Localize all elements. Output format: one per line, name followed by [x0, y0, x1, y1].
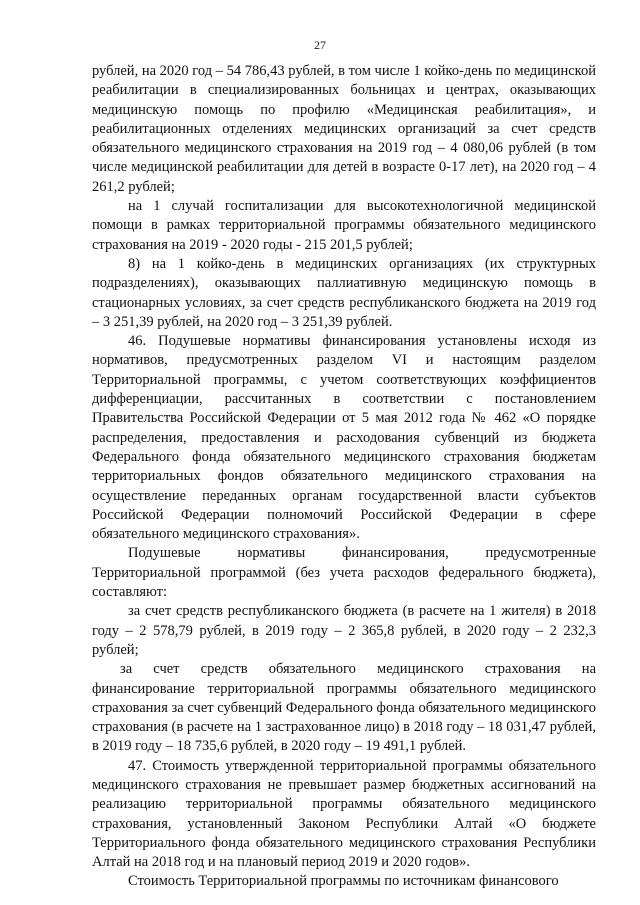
paragraph: 8) на 1 койко-день в медицинских организациях (их структурных подразделениях), оказывающих паллиативную медицинскую помощь в стационарных условиях, за счет средств республиканского бюджета на 2019 год – 3 251,39 рублей, на 2020 год – 3 251,39 рублей. [92, 255, 596, 330]
paragraph: рублей, на 2020 год – 54 786,43 рублей, в том числе 1 койко-день по медицинской реабилитации в специализированных больницах и центрах, оказывающих медицинскую помощь по профилю «Медицинская реабилитация», и реабилитационных отделениях медицинских организаций за счет средств обязательного медицинского страхования на 2019 год – 4 080,06 рублей (в том числе медицинской реабилитации для детей в возрасте 0-17 лет), на 2020 год – 4 261,2 рублей; [92, 63, 596, 195]
paragraph: Подушевые нормативы финансирования, предусмотренные Территориальной программой (без учета расходов федерального бюджета), составляют: [92, 545, 596, 601]
paragraph: на 1 случай госпитализации для высокотехнологичной медицинской помощи в рамках территориальной программы обязательного медицинского страхования на 2019 - 2020 годы - 215 201,5 рублей; [92, 198, 596, 253]
document-body [92, 62, 596, 892]
paragraph: за счет средств республиканского бюджета (в расчете на 1 жителя) в 2018 году – 2 578,79 рублей, в 2019 году – 2 365,8 рублей, в 2020 году – 2 232,3 рублей; [92, 603, 596, 658]
paragraph: 47. Стоимость утвержденной территориальной программы обязательного медицинского страхования не превышает размер бюджетных ассигнований на реализацию территориальной программы обязательного медицинского страхования, установленный Законом Республики Алтай «О бюджете Территориального фонда обязательного медицинского страхования Республики Алтай на 2018 год и на плановый период 2019 и 2020 годов». [92, 757, 596, 871]
page-number: 27 [314, 38, 326, 52]
paragraph: за счет средств обязательного медицинского страхования на финансирование территориальной программы обязательного медицинского страхования за счет субвенций Федерального фонда обязательного медицинского страхования (в расчете на 1 застрахованное лицо) в 2018 году – 18 031,47 рублей, в 2019 году – 18 735,6 рублей, в 2020 году – 19 491,1 рублей. [92, 661, 596, 755]
paragraph: Стоимость Территориальной программы по источникам финансового [128, 873, 559, 890]
paragraph: 46. Подушевые нормативы финансирования установлены исходя из нормативов, предусмотренных разделом VI и настоящим разделом Территориальной программы, с учетом соответствующих коэффициентов дифференциации, рассчитанных в соответствии с постановлением Правительства Российской Федерации от 5 мая 2012 года № 462 «О порядке распределения, предоставления и расходования субвенций из бюджета Федерального фонда обязательного медицинского страхования бюджетам территориальных фондов обязательного медицинского страхования на осуществление переданных органам государственной власти субъектов Российской Федерации полномочий Российской Федерации в сфере обязательного медицинского страхования». [92, 333, 596, 543]
